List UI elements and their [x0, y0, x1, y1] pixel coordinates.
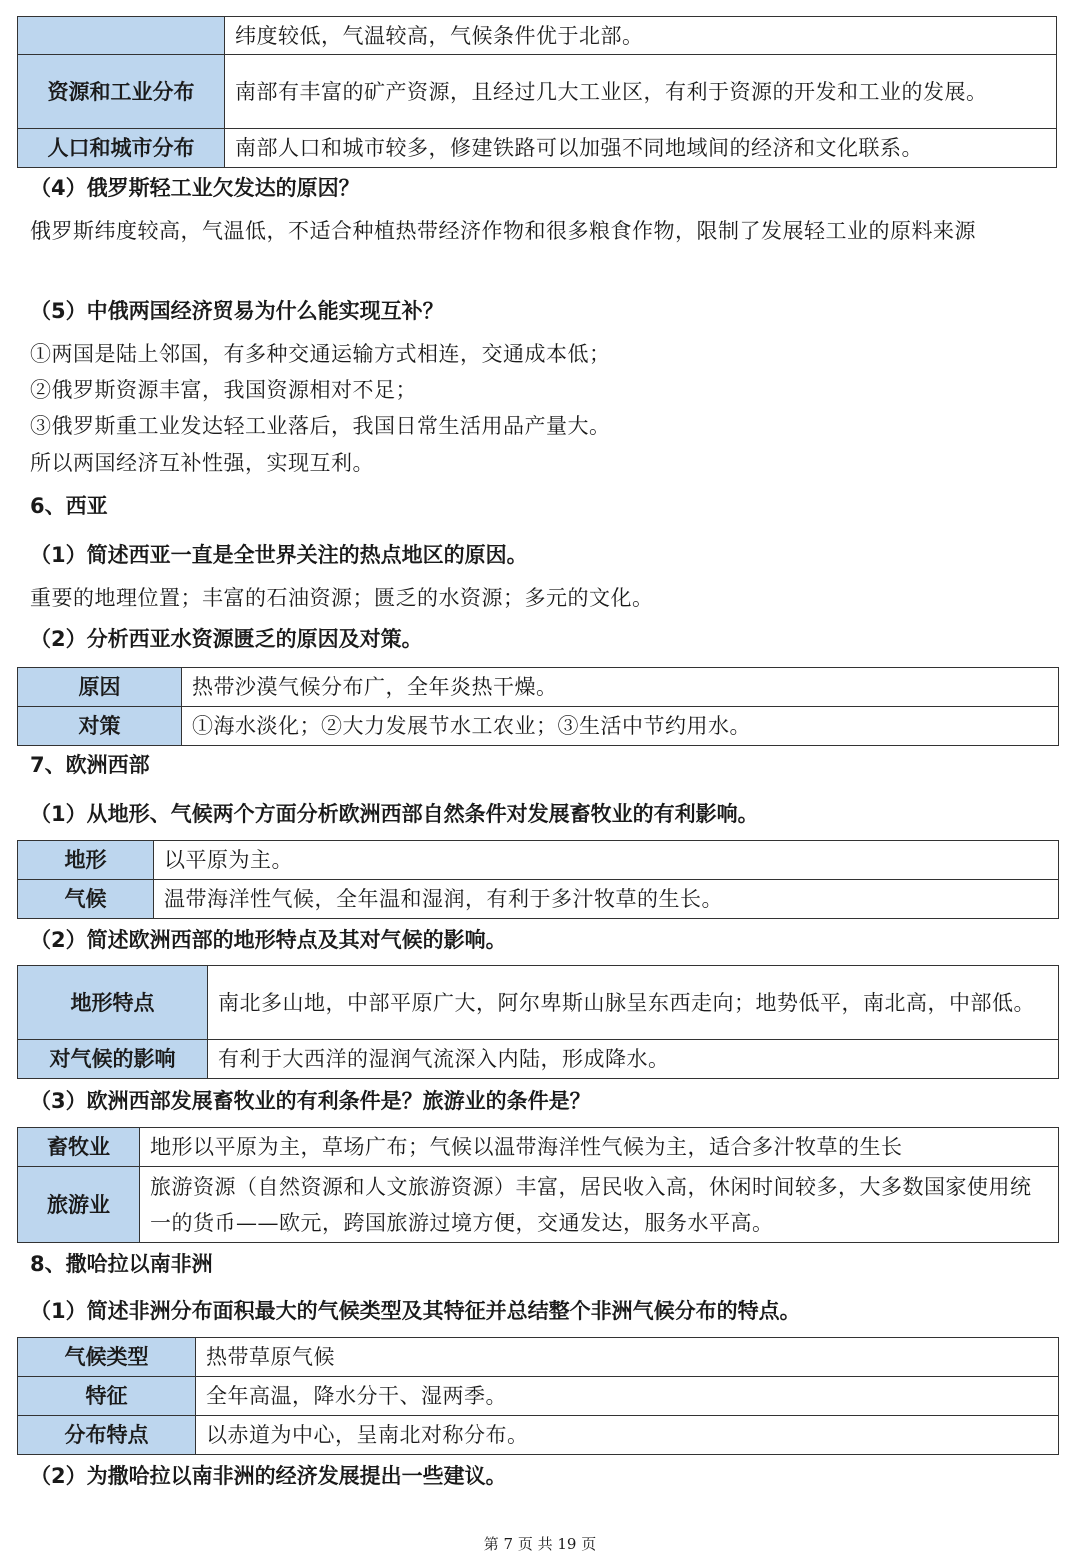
section-title: 8、撒哈拉以南非洲	[30, 1252, 213, 1276]
question-heading: （5）中俄两国经济贸易为什么能实现互补？	[30, 299, 444, 323]
table-key-cell: 畜牧业	[18, 1128, 140, 1167]
question-heading: （1）简述西亚一直是全世界关注的热点地区的原因。	[30, 543, 528, 567]
table-key-cell: 分布特点	[18, 1416, 196, 1455]
table-row	[18, 1377, 1059, 1416]
table-key-cell: 人口和城市分布	[18, 129, 225, 168]
table-row	[18, 880, 1059, 919]
answer-line: ②俄罗斯资源丰富，我国资源相对不足；	[30, 378, 417, 402]
section-title: 7、欧洲西部	[30, 753, 150, 777]
table-key-cell: 对气候的影响	[18, 1040, 208, 1079]
table-value-cell: 以赤道为中心，呈南北对称分布。	[196, 1416, 1059, 1455]
europe-livestock-table	[17, 840, 1059, 919]
question-heading: （2）简述欧洲西部的地形特点及其对气候的影响。	[30, 928, 507, 952]
table-key-cell: 旅游业	[18, 1167, 140, 1243]
table-key-cell: 地形	[18, 841, 154, 880]
table-row	[18, 129, 1057, 168]
table-key-cell: 地形特点	[18, 966, 208, 1040]
table-value-cell: 热带沙漠气候分布广，全年炎热干燥。	[182, 668, 1059, 707]
table-value-cell: 旅游资源（自然资源和人文旅游资源）丰富，居民收入高，休闲时间较多，大多数国家使用统一的货币——欧元，跨国旅游过境方便，交通发达，服务水平高。	[140, 1167, 1059, 1243]
table-row	[18, 1338, 1059, 1377]
answer-text: 重要的地理位置；丰富的石油资源；匮乏的水资源；多元的文化。	[30, 586, 654, 610]
table-value-cell: 地形以平原为主，草场广布；气候以温带海洋性气候为主，适合多汁牧草的生长	[140, 1128, 1059, 1167]
table-value-cell: 全年高温，降水分干、湿两季。	[196, 1377, 1059, 1416]
table-row	[18, 966, 1059, 1040]
table-value-cell: 纬度较低，气温较高，气候条件优于北部。	[225, 17, 1057, 55]
west-asia-water-table	[17, 667, 1059, 746]
table-key-cell: 气候	[18, 880, 154, 919]
table-row	[18, 668, 1059, 707]
question-heading: （1）简述非洲分布面积最大的气候类型及其特征并总结整个非洲气候分布的特点。	[30, 1299, 801, 1323]
table-row	[18, 1040, 1059, 1079]
table-value-cell: 热带草原气候	[196, 1338, 1059, 1377]
question-heading: （2）分析西亚水资源匮乏的原因及对策。	[30, 627, 423, 651]
question-heading: （2）为撒哈拉以南非洲的经济发展提出一些建议。	[30, 1464, 507, 1488]
table-value-cell: 南北多山地，中部平原广大，阿尔卑斯山脉呈东西走向；地势低平，南北高，中部低。	[208, 966, 1059, 1040]
answer-text: 俄罗斯纬度较高，气温低，不适合种植热带经济作物和很多粮食作物，限制了发展轻工业的原料来源	[30, 219, 976, 243]
table-value-cell: 南部有丰富的矿产资源，且经过几大工业区，有利于资源的开发和工业的发展。	[225, 55, 1057, 129]
answer-line: ①两国是陆上邻国，有多种交通运输方式相连，交通成本低；	[30, 342, 611, 366]
europe-conditions-table	[17, 1127, 1059, 1243]
page-number-footer: 第 7 页 共 19 页	[483, 1535, 597, 1553]
table-row	[18, 707, 1059, 746]
table-row	[18, 17, 1057, 55]
section-title: 6、西亚	[30, 494, 108, 518]
table-value-cell: 有利于大西洋的湿润气流深入内陆，形成降水。	[208, 1040, 1059, 1079]
africa-climate-table	[17, 1337, 1059, 1455]
table-row	[18, 1167, 1059, 1243]
table-value-cell: 以平原为主。	[154, 841, 1059, 880]
table-key-cell: 特征	[18, 1377, 196, 1416]
table-key-cell: 对策	[18, 707, 182, 746]
russia-south-table	[17, 16, 1057, 168]
question-heading: （4）俄罗斯轻工业欠发达的原因？	[30, 176, 360, 200]
question-heading: （1）从地形、气候两个方面分析欧洲西部自然条件对发展畜牧业的有利影响。	[30, 802, 759, 826]
table-row	[18, 1416, 1059, 1455]
table-row	[18, 841, 1059, 880]
europe-terrain-table	[17, 965, 1059, 1079]
table-key-cell: 资源和工业分布	[18, 55, 225, 129]
table-value-cell: 温带海洋性气候，全年温和湿润，有利于多汁牧草的生长。	[154, 880, 1059, 919]
table-row	[18, 55, 1057, 129]
answer-line: 所以两国经济互补性强，实现互利。	[30, 451, 374, 475]
table-value-cell: ①海水淡化；②大力发展节水工农业；③生活中节约用水。	[182, 707, 1059, 746]
table-key-cell: 气候类型	[18, 1338, 196, 1377]
question-heading: （3）欧洲西部发展畜牧业的有利条件是？旅游业的条件是？	[30, 1089, 591, 1113]
table-value-cell: 南部人口和城市较多，修建铁路可以加强不同地域间的经济和文化联系。	[225, 129, 1057, 168]
table-row	[18, 1128, 1059, 1167]
table-key-cell: 原因	[18, 668, 182, 707]
answer-line: ③俄罗斯重工业发达轻工业落后，我国日常生活用品产量大。	[30, 414, 611, 438]
table-key-cell	[18, 17, 225, 55]
